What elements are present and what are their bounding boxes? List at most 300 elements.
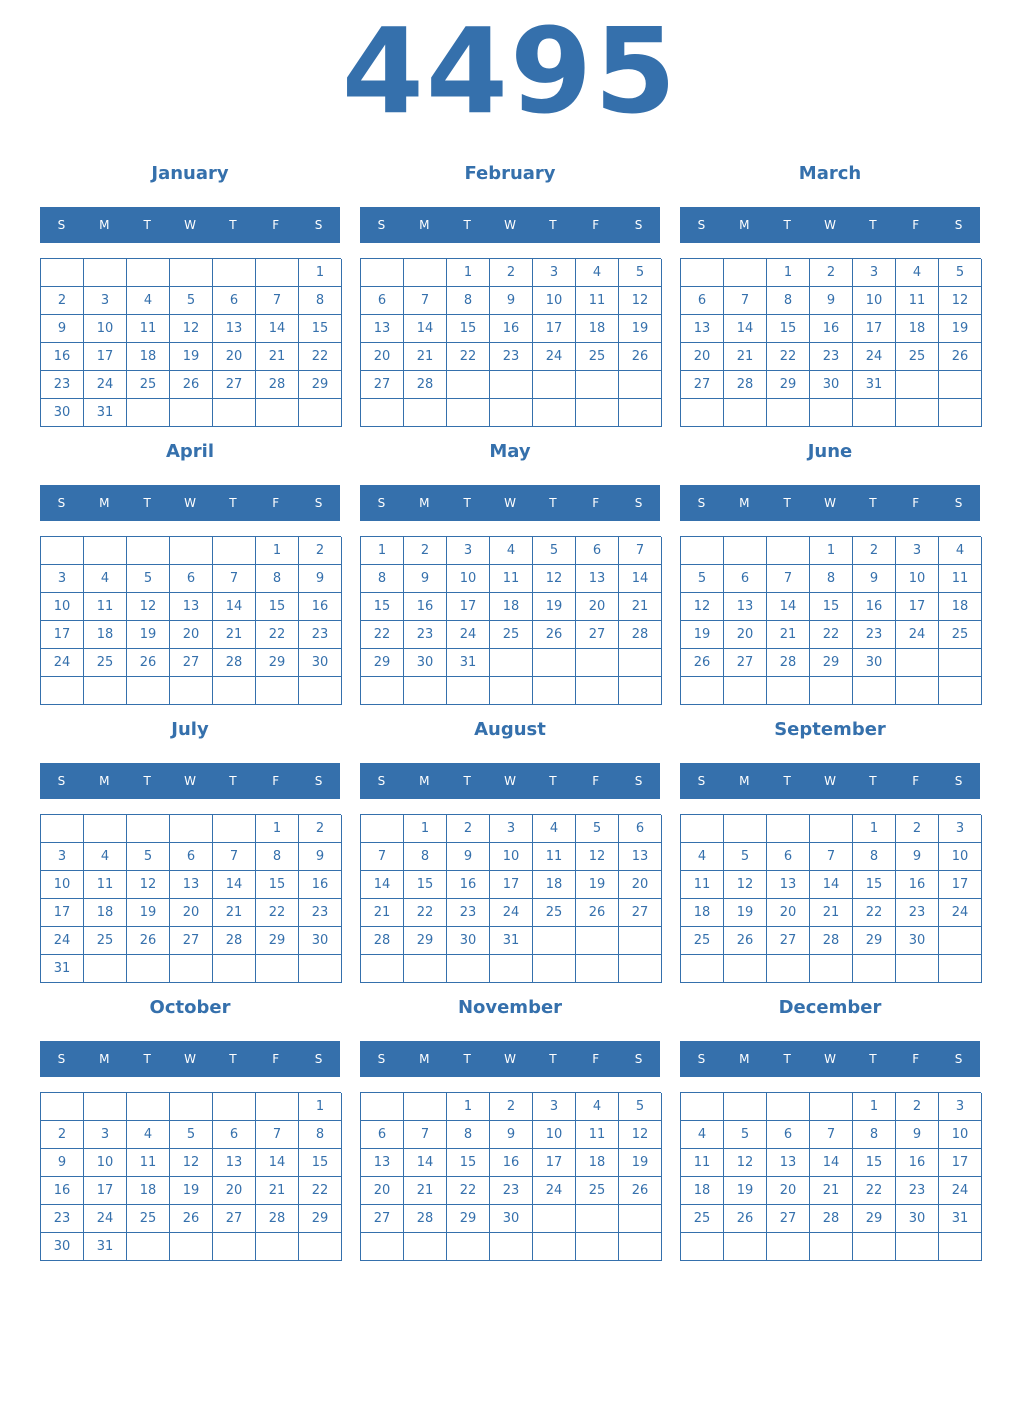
empty-day-cell: [170, 1093, 213, 1121]
day-cell: 15: [853, 1149, 896, 1177]
empty-day-cell: [533, 1233, 576, 1261]
day-cell: 4: [681, 843, 724, 871]
weekday-header: [40, 763, 340, 799]
day-cell: 13: [213, 1149, 256, 1177]
empty-day-cell: [447, 371, 490, 399]
weekday-label: T: [783, 1052, 791, 1066]
day-cell: 29: [361, 649, 404, 677]
day-cell: 26: [619, 343, 662, 371]
day-cell: 25: [576, 343, 619, 371]
day-cell: 13: [361, 315, 404, 343]
weekday-label: S: [954, 496, 963, 510]
weekday-label: M: [419, 774, 430, 788]
day-cell: 16: [404, 593, 447, 621]
day-cell: 12: [724, 871, 767, 899]
empty-day-cell: [724, 1093, 767, 1121]
day-cell: 19: [533, 593, 576, 621]
day-cell: 12: [619, 1121, 662, 1149]
day-cell: 23: [853, 621, 896, 649]
day-cell: 1: [853, 1093, 896, 1121]
day-cell: 20: [576, 593, 619, 621]
day-grid: [680, 814, 981, 983]
day-cell: 11: [681, 1149, 724, 1177]
day-grid: [360, 1092, 661, 1261]
empty-day-cell: [127, 259, 170, 287]
day-cell: 17: [853, 315, 896, 343]
empty-day-cell: [41, 259, 84, 287]
day-cell: 18: [939, 593, 982, 621]
day-cell: 28: [724, 371, 767, 399]
weekday-label: S: [954, 1052, 963, 1066]
empty-day-cell: [213, 399, 256, 427]
day-cell: 14: [213, 871, 256, 899]
day-cell: 16: [896, 1149, 939, 1177]
day-cell: 9: [490, 287, 533, 315]
day-cell: 5: [619, 1093, 662, 1121]
empty-day-cell: [853, 1233, 896, 1261]
empty-day-cell: [576, 399, 619, 427]
day-cell: 26: [127, 927, 170, 955]
empty-day-cell: [84, 677, 127, 705]
weekday-label: S: [697, 218, 706, 232]
month-name: May: [489, 441, 531, 462]
day-cell: 28: [404, 1205, 447, 1233]
weekday-label: F: [912, 1052, 920, 1066]
day-cell: 21: [213, 621, 256, 649]
weekday-label: W: [824, 1052, 836, 1066]
day-grid: [680, 1092, 981, 1261]
weekday-label: T: [143, 496, 151, 510]
day-cell: 17: [533, 315, 576, 343]
day-cell: 17: [896, 593, 939, 621]
empty-day-cell: [213, 815, 256, 843]
empty-day-cell: [256, 955, 299, 983]
weekday-label: S: [634, 1052, 643, 1066]
empty-day-cell: [84, 815, 127, 843]
weekday-label: S: [57, 218, 66, 232]
day-cell: 20: [213, 343, 256, 371]
day-cell: 27: [361, 371, 404, 399]
empty-day-cell: [490, 955, 533, 983]
day-cell: 7: [767, 565, 810, 593]
empty-day-cell: [404, 1093, 447, 1121]
weekday-label: S: [634, 496, 643, 510]
day-cell: 29: [299, 371, 342, 399]
day-cell: 11: [576, 1121, 619, 1149]
day-cell: 15: [256, 593, 299, 621]
empty-day-cell: [533, 649, 576, 677]
day-cell: 25: [681, 1205, 724, 1233]
empty-day-cell: [724, 955, 767, 983]
day-cell: 16: [490, 1149, 533, 1177]
empty-day-cell: [490, 649, 533, 677]
empty-day-cell: [256, 399, 299, 427]
day-cell: 14: [724, 315, 767, 343]
day-cell: 7: [404, 1121, 447, 1149]
day-cell: 28: [767, 649, 810, 677]
day-cell: 11: [939, 565, 982, 593]
empty-day-cell: [576, 1205, 619, 1233]
day-cell: 5: [533, 537, 576, 565]
day-cell: 8: [447, 287, 490, 315]
day-cell: 19: [576, 871, 619, 899]
empty-day-cell: [576, 927, 619, 955]
day-cell: 20: [361, 1177, 404, 1205]
day-cell: 10: [939, 1121, 982, 1149]
day-cell: 2: [896, 815, 939, 843]
day-cell: 16: [299, 593, 342, 621]
empty-day-cell: [767, 1233, 810, 1261]
day-cell: 15: [299, 315, 342, 343]
day-cell: 17: [939, 1149, 982, 1177]
day-cell: 6: [170, 565, 213, 593]
empty-day-cell: [213, 537, 256, 565]
day-cell: 8: [256, 843, 299, 871]
day-cell: 26: [127, 649, 170, 677]
weekday-label: M: [739, 218, 750, 232]
empty-day-cell: [576, 649, 619, 677]
day-cell: 23: [810, 343, 853, 371]
day-cell: 25: [490, 621, 533, 649]
day-cell: 25: [127, 1205, 170, 1233]
empty-day-cell: [361, 399, 404, 427]
day-cell: 6: [213, 287, 256, 315]
day-cell: 1: [361, 537, 404, 565]
day-cell: 17: [84, 343, 127, 371]
empty-day-cell: [84, 259, 127, 287]
day-cell: 15: [853, 871, 896, 899]
day-cell: 13: [361, 1149, 404, 1177]
day-cell: 14: [619, 565, 662, 593]
weekday-label: M: [99, 496, 110, 510]
empty-day-cell: [767, 537, 810, 565]
day-cell: 10: [41, 593, 84, 621]
empty-day-cell: [361, 815, 404, 843]
day-cell: 1: [767, 259, 810, 287]
day-cell: 21: [810, 899, 853, 927]
weekday-label: T: [143, 218, 151, 232]
empty-day-cell: [767, 1093, 810, 1121]
empty-day-cell: [213, 259, 256, 287]
day-cell: 9: [853, 565, 896, 593]
empty-day-cell: [619, 1205, 662, 1233]
day-cell: 13: [213, 315, 256, 343]
day-cell: 19: [170, 343, 213, 371]
day-cell: 19: [724, 1177, 767, 1205]
day-cell: 19: [724, 899, 767, 927]
day-cell: 18: [127, 1177, 170, 1205]
day-cell: 9: [490, 1121, 533, 1149]
day-cell: 16: [810, 315, 853, 343]
day-cell: 6: [724, 565, 767, 593]
day-cell: 22: [256, 899, 299, 927]
day-cell: 31: [84, 399, 127, 427]
day-cell: 16: [41, 343, 84, 371]
day-cell: 22: [810, 621, 853, 649]
empty-day-cell: [767, 815, 810, 843]
day-cell: 3: [853, 259, 896, 287]
weekday-label: T: [143, 774, 151, 788]
day-cell: 15: [404, 871, 447, 899]
day-cell: 27: [170, 649, 213, 677]
weekday-label: F: [272, 774, 280, 788]
day-cell: 10: [490, 843, 533, 871]
day-cell: 9: [810, 287, 853, 315]
day-cell: 13: [681, 315, 724, 343]
day-cell: 8: [853, 1121, 896, 1149]
day-cell: 2: [490, 259, 533, 287]
day-cell: 22: [361, 621, 404, 649]
month-name: July: [171, 719, 209, 740]
weekday-label: T: [869, 774, 877, 788]
day-cell: 28: [256, 371, 299, 399]
weekday-label: F: [912, 496, 920, 510]
day-cell: 17: [939, 871, 982, 899]
weekday-label: S: [697, 1052, 706, 1066]
day-cell: 4: [533, 815, 576, 843]
day-cell: 15: [299, 1149, 342, 1177]
day-cell: 15: [810, 593, 853, 621]
day-cell: 25: [939, 621, 982, 649]
empty-day-cell: [490, 399, 533, 427]
day-cell: 7: [619, 537, 662, 565]
day-cell: 30: [810, 371, 853, 399]
empty-day-cell: [896, 371, 939, 399]
weekday-label: S: [57, 774, 66, 788]
day-cell: 5: [939, 259, 982, 287]
day-cell: 5: [127, 565, 170, 593]
empty-day-cell: [724, 537, 767, 565]
day-cell: 6: [576, 537, 619, 565]
empty-day-cell: [361, 955, 404, 983]
day-cell: 1: [256, 537, 299, 565]
day-cell: 29: [447, 1205, 490, 1233]
empty-day-cell: [404, 677, 447, 705]
empty-day-cell: [41, 815, 84, 843]
day-cell: 19: [619, 315, 662, 343]
empty-day-cell: [724, 815, 767, 843]
day-cell: 26: [619, 1177, 662, 1205]
empty-day-cell: [619, 1233, 662, 1261]
empty-day-cell: [447, 399, 490, 427]
weekday-label: T: [229, 218, 237, 232]
empty-day-cell: [767, 399, 810, 427]
weekday-header: [360, 763, 660, 799]
day-cell: 2: [404, 537, 447, 565]
day-cell: 11: [84, 871, 127, 899]
day-cell: 5: [127, 843, 170, 871]
day-cell: 2: [41, 1121, 84, 1149]
day-cell: 3: [533, 259, 576, 287]
day-cell: 24: [84, 371, 127, 399]
day-grid: [40, 814, 341, 983]
weekday-label: S: [314, 774, 323, 788]
day-cell: 14: [810, 1149, 853, 1177]
day-cell: 26: [724, 1205, 767, 1233]
day-cell: 10: [447, 565, 490, 593]
day-cell: 19: [127, 621, 170, 649]
day-cell: 7: [361, 843, 404, 871]
day-cell: 2: [490, 1093, 533, 1121]
empty-day-cell: [490, 1233, 533, 1261]
day-cell: 8: [810, 565, 853, 593]
day-cell: 25: [681, 927, 724, 955]
day-cell: 7: [404, 287, 447, 315]
day-cell: 14: [404, 315, 447, 343]
empty-day-cell: [127, 1233, 170, 1261]
day-cell: 6: [213, 1121, 256, 1149]
empty-day-cell: [896, 649, 939, 677]
empty-day-cell: [299, 955, 342, 983]
empty-day-cell: [853, 955, 896, 983]
day-cell: 28: [810, 1205, 853, 1233]
day-cell: 12: [127, 593, 170, 621]
day-cell: 5: [619, 259, 662, 287]
day-cell: 21: [361, 899, 404, 927]
empty-day-cell: [810, 399, 853, 427]
weekday-label: T: [463, 218, 471, 232]
day-cell: 5: [576, 815, 619, 843]
day-cell: 24: [533, 343, 576, 371]
day-cell: 29: [404, 927, 447, 955]
empty-day-cell: [361, 1233, 404, 1261]
day-cell: 13: [170, 593, 213, 621]
day-cell: 25: [533, 899, 576, 927]
month-name: June: [807, 441, 853, 462]
day-cell: 11: [576, 287, 619, 315]
day-cell: 22: [299, 343, 342, 371]
day-cell: 23: [41, 1205, 84, 1233]
day-cell: 3: [490, 815, 533, 843]
weekday-label: S: [697, 496, 706, 510]
weekday-label: T: [869, 496, 877, 510]
day-cell: 16: [447, 871, 490, 899]
day-cell: 27: [767, 927, 810, 955]
day-cell: 2: [41, 287, 84, 315]
weekday-label: M: [99, 774, 110, 788]
day-cell: 18: [84, 899, 127, 927]
weekday-label: M: [419, 1052, 430, 1066]
day-cell: 27: [361, 1205, 404, 1233]
day-cell: 1: [853, 815, 896, 843]
day-cell: 18: [533, 871, 576, 899]
day-cell: 10: [84, 315, 127, 343]
empty-day-cell: [681, 1233, 724, 1261]
day-cell: 23: [896, 899, 939, 927]
year-title: 4495: [341, 2, 679, 140]
day-cell: 21: [256, 1177, 299, 1205]
weekday-label: S: [634, 774, 643, 788]
weekday-label: T: [783, 774, 791, 788]
empty-day-cell: [896, 399, 939, 427]
empty-day-cell: [213, 1093, 256, 1121]
day-cell: 8: [361, 565, 404, 593]
day-cell: 21: [404, 343, 447, 371]
empty-day-cell: [170, 537, 213, 565]
day-cell: 29: [853, 1205, 896, 1233]
empty-day-cell: [447, 1233, 490, 1261]
weekday-label: M: [419, 496, 430, 510]
day-cell: 6: [681, 287, 724, 315]
day-cell: 31: [939, 1205, 982, 1233]
empty-day-cell: [213, 955, 256, 983]
weekday-label: T: [549, 218, 557, 232]
day-cell: 13: [576, 565, 619, 593]
day-cell: 4: [84, 843, 127, 871]
empty-day-cell: [681, 399, 724, 427]
day-cell: 3: [939, 815, 982, 843]
day-cell: 26: [533, 621, 576, 649]
empty-day-cell: [404, 399, 447, 427]
day-cell: 22: [404, 899, 447, 927]
day-cell: 14: [213, 593, 256, 621]
day-cell: 30: [404, 649, 447, 677]
weekday-label: W: [504, 774, 516, 788]
day-cell: 12: [681, 593, 724, 621]
day-cell: 4: [681, 1121, 724, 1149]
empty-day-cell: [41, 677, 84, 705]
day-cell: 22: [299, 1177, 342, 1205]
day-cell: 23: [490, 343, 533, 371]
day-cell: 20: [681, 343, 724, 371]
day-cell: 8: [447, 1121, 490, 1149]
day-cell: 8: [299, 1121, 342, 1149]
day-cell: 15: [447, 315, 490, 343]
weekday-label: T: [549, 1052, 557, 1066]
empty-day-cell: [681, 815, 724, 843]
empty-day-cell: [127, 399, 170, 427]
weekday-header: [680, 1041, 980, 1077]
day-cell: 25: [896, 343, 939, 371]
day-cell: 22: [853, 899, 896, 927]
weekday-label: W: [184, 218, 196, 232]
day-cell: 18: [681, 899, 724, 927]
day-cell: 19: [170, 1177, 213, 1205]
day-cell: 3: [447, 537, 490, 565]
day-cell: 6: [361, 287, 404, 315]
weekday-label: T: [783, 218, 791, 232]
empty-day-cell: [256, 1093, 299, 1121]
day-cell: 26: [576, 899, 619, 927]
empty-day-cell: [213, 677, 256, 705]
day-cell: 23: [299, 899, 342, 927]
day-cell: 29: [853, 927, 896, 955]
empty-day-cell: [41, 1093, 84, 1121]
empty-day-cell: [127, 1093, 170, 1121]
day-cell: 18: [576, 1149, 619, 1177]
day-cell: 14: [767, 593, 810, 621]
weekday-label: T: [229, 1052, 237, 1066]
empty-day-cell: [404, 259, 447, 287]
day-cell: 23: [404, 621, 447, 649]
weekday-label: T: [463, 1052, 471, 1066]
empty-day-cell: [939, 927, 982, 955]
day-cell: 27: [619, 899, 662, 927]
month-name: February: [464, 163, 556, 184]
day-cell: 28: [213, 927, 256, 955]
empty-day-cell: [170, 1233, 213, 1261]
day-cell: 5: [724, 1121, 767, 1149]
empty-day-cell: [299, 677, 342, 705]
weekday-header: [360, 1041, 660, 1077]
day-cell: 3: [533, 1093, 576, 1121]
empty-day-cell: [810, 1233, 853, 1261]
empty-day-cell: [896, 955, 939, 983]
weekday-label: M: [99, 1052, 110, 1066]
day-cell: 10: [533, 1121, 576, 1149]
weekday-label: W: [824, 496, 836, 510]
day-cell: 11: [533, 843, 576, 871]
